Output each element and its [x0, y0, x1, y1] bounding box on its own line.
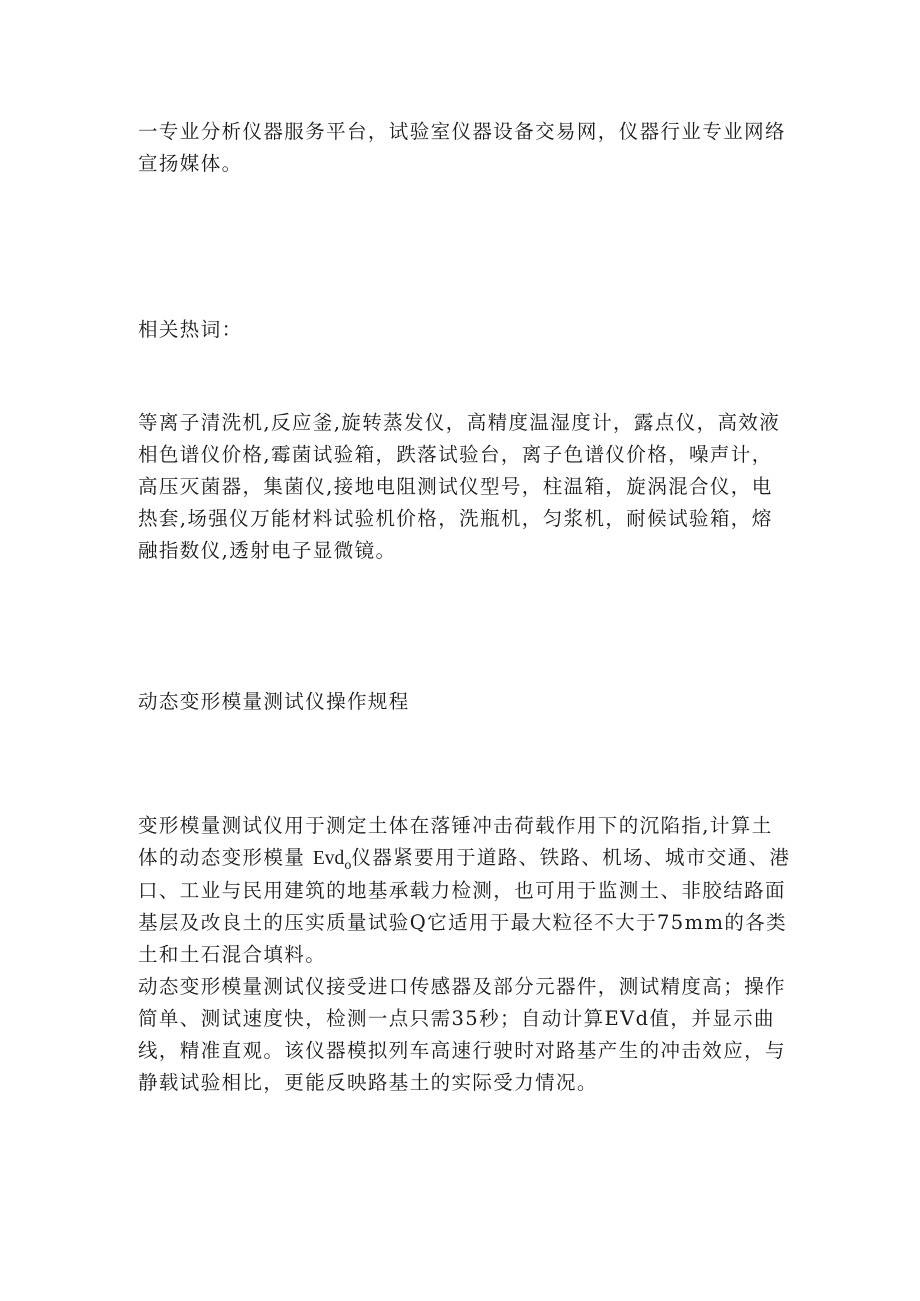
p1-after: 仪器紧要用于道路、铁路、机场、城市交通、港口、工业与民用建筑的地基承载力检测，也可用于监测土、非胶结路面基层及改良土的压实质量试验Q它适用于最大粒径不大于75mm的各类土和土石混合填料。: [138, 846, 791, 966]
hot-words-text: 等离子清洗机,反应釜,旋转蒸发仪，高精度温湿度计，露点仪，高效液相色谱仪价格,霉菌试验箱，跌落试验台，离子色谱仪价格，噪声计，高压灭菌器，集菌仪,接地电阻测试仪型号，柱温箱，旋涡混合仪，电热套,场强仪万能材料试验机价格，洗瓶机，匀浆机，耐候试验箱，熔融指数仪,透射电子显微镜。: [138, 411, 781, 562]
hot-words-label: 相关热词：: [138, 318, 243, 341]
evd-subscript: o: [344, 857, 352, 872]
article-body: [138, 810, 793, 1099]
hot-words-heading: [138, 314, 793, 346]
hot-words-paragraph: [138, 407, 793, 567]
evd-symbol: Evd: [312, 848, 345, 869]
article-paragraph-2: 动态变形模量测试仪接受进口传感器及部分元器件，测试精度高；操作简单、测试速度快，检测一点只需35秒；自动计算EVd值，并显示曲线，精准直观。该仪器模拟列车高速行驶时对路基产生的冲击效应，与静载试验相比，更能反映路基土的实际受力情况。: [138, 975, 786, 1094]
article-title-text: 动态变形模量测试仪操作规程: [138, 690, 410, 713]
intro-text: 一专业分析仪器服务平台，试验室仪器设备交易网，仪器行业专业网络宣扬媒体。: [138, 120, 786, 175]
p1-before: 变形模量测试仪用于测定土体在落锤冲击荷载作用下的沉陷指,计算土体的动态变形模量: [138, 814, 773, 869]
intro-paragraph: [138, 116, 793, 180]
article-paragraph-1: [138, 810, 793, 971]
article-title: [138, 686, 793, 718]
